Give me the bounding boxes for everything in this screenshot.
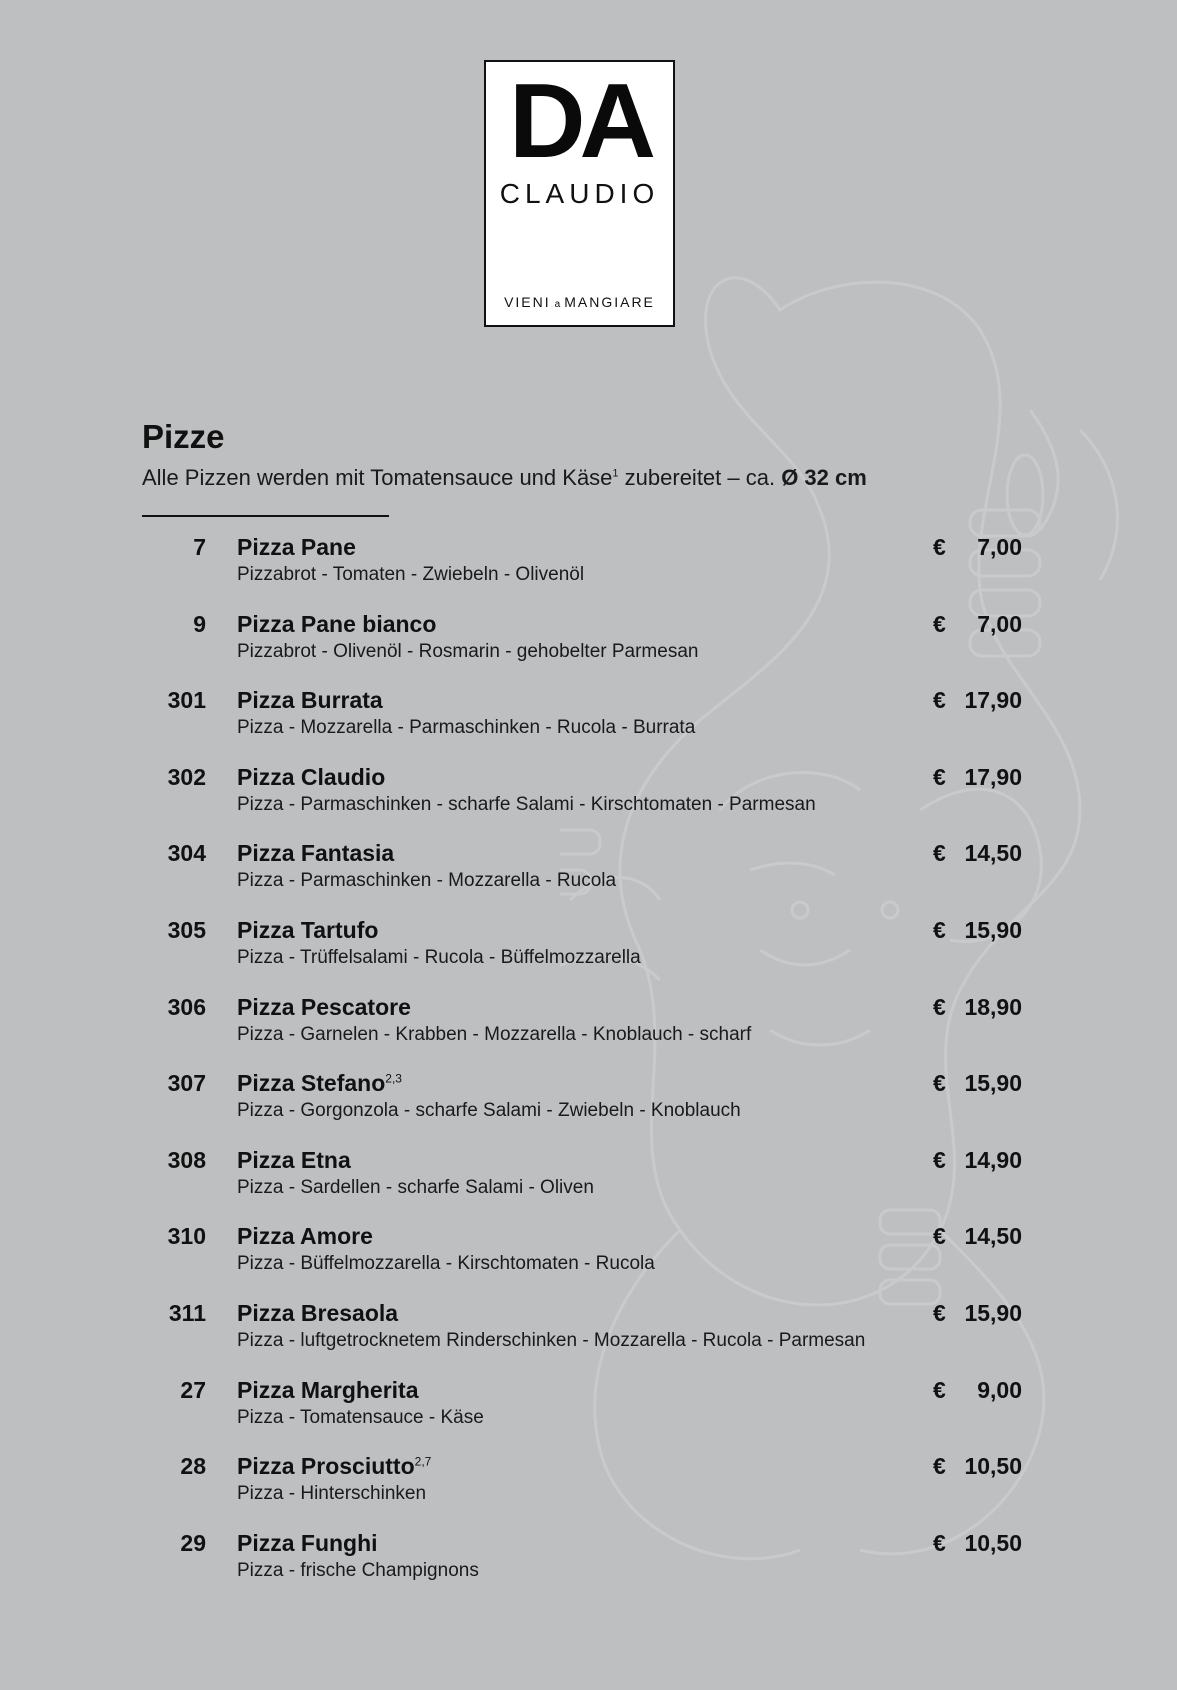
item-name-text: Pizza Amore <box>237 1223 373 1250</box>
item-name <box>237 994 411 1021</box>
item-description: Pizza - Garnelen - Krabben - Mozzarella - Knoblauch - scharf <box>237 1023 752 1045</box>
item-name <box>237 611 436 638</box>
item-price: 18,90 <box>964 993 1022 1020</box>
logo-tagline-right: MANGIARE <box>564 294 655 310</box>
item-description: Pizza - luftgetrocknetem Rinderschinken - Mozzarella - Rucola - Parmesan <box>237 1329 866 1351</box>
currency-symbol: € <box>933 1146 946 1173</box>
logo-subtitle: CLAUDIO <box>499 178 660 209</box>
item-price: 10,50 <box>964 1453 1022 1480</box>
restaurant-logo <box>484 60 675 327</box>
menu-item <box>0 1300 1177 1377</box>
item-number: 306 <box>167 993 206 1020</box>
currency-symbol: € <box>933 993 946 1020</box>
item-description: Pizza - Mozzarella - Parmaschinken - Rucola - Burrata <box>237 717 696 739</box>
item-name <box>237 1070 402 1097</box>
item-name-text: Pizza Pane <box>237 534 356 560</box>
menu-item <box>0 1377 1177 1454</box>
item-name-text: Pizza Pane bianco <box>237 610 437 637</box>
item-number: 27 <box>180 1376 206 1403</box>
item-name-text: Pizza Stefano <box>237 1070 386 1097</box>
currency-symbol: € <box>933 687 946 714</box>
item-price: 17,90 <box>964 763 1022 790</box>
item-description: Pizza - Sardellen - scharfe Salami - Oliven <box>237 1176 594 1198</box>
item-description: Pizza - Parmaschinken - Mozzarella - Rucola <box>237 870 617 892</box>
item-number: 301 <box>167 687 206 714</box>
item-number: 304 <box>167 840 206 867</box>
allergen-footnote: 2,3 <box>385 1071 402 1086</box>
item-name <box>237 1530 378 1557</box>
item-name <box>237 764 385 791</box>
item-name-text: Pizza Prosciutto <box>237 1453 415 1480</box>
item-description: Pizza - Parmaschinken - scharfe Salami - Kirschtomaten - Parmesan <box>237 793 816 815</box>
currency-symbol: € <box>933 763 946 790</box>
logo-title: DA <box>508 62 651 180</box>
currency-symbol: € <box>933 1223 946 1250</box>
allergen-footnote: 2,7 <box>414 1454 432 1469</box>
item-number: 302 <box>167 763 206 790</box>
currency-symbol: € <box>933 1529 946 1556</box>
menu-item <box>0 764 1177 841</box>
item-name-text: Pizza Fantasia <box>237 840 395 867</box>
logo-tagline <box>486 294 673 310</box>
menu-item <box>0 1223 1177 1300</box>
subtitle-text: Alle Pizzen werden mit Tomatensauce und Käse <box>142 465 613 490</box>
item-name-text: Pizza Tartufo <box>237 916 379 943</box>
item-price: 9,00 <box>977 1376 1022 1403</box>
item-description: Pizza - Hinterschinken <box>237 1483 427 1505</box>
item-name <box>237 840 394 867</box>
item-name-text: Pizza Bresaola <box>237 1299 399 1326</box>
item-description: Pizzabrot - Olivenöl - Rosmarin - gehobelter Parmesan <box>237 640 699 662</box>
currency-symbol: € <box>933 1376 946 1403</box>
menu-item <box>0 1147 1177 1224</box>
item-price: 15,90 <box>964 916 1022 943</box>
item-name <box>237 1223 373 1250</box>
item-description: Pizza - Büffelmozzarella - Kirschtomaten - Rucola <box>237 1253 655 1275</box>
subtitle-footnote: 1 <box>612 467 619 480</box>
item-name-text: Pizza Pescatore <box>237 993 411 1020</box>
item-name <box>237 917 378 944</box>
section-subtitle <box>142 465 867 491</box>
item-description: Pizza - Gorgonzola - scharfe Salami - Zwiebeln - Knoblauch <box>237 1100 741 1122</box>
menu-item <box>0 917 1177 994</box>
currency-symbol: € <box>933 1453 946 1480</box>
item-number: 9 <box>193 610 206 637</box>
item-number: 311 <box>168 1299 206 1326</box>
item-number: 308 <box>167 1146 206 1173</box>
item-number: 7 <box>193 534 206 560</box>
item-name <box>237 687 383 714</box>
menu-item <box>0 534 1177 611</box>
item-price: 10,50 <box>964 1529 1022 1556</box>
item-description: Pizzabrot - Tomaten - Zwiebeln - Olivenöl <box>237 564 585 585</box>
currency-symbol: € <box>933 840 946 867</box>
item-name <box>237 1453 431 1480</box>
item-price: 14,90 <box>964 1146 1022 1173</box>
currency-symbol: € <box>933 1070 946 1097</box>
item-price: 15,90 <box>964 1299 1022 1326</box>
currency-symbol: € <box>933 1299 946 1326</box>
item-price: 17,90 <box>964 687 1022 714</box>
section-title: Pizze <box>142 418 225 455</box>
menu-item <box>0 1070 1177 1147</box>
item-name-text: Pizza Margherita <box>237 1376 419 1403</box>
menu-item <box>0 611 1177 688</box>
item-price: 7,00 <box>977 534 1022 560</box>
item-number: 29 <box>180 1529 206 1556</box>
currency-symbol: € <box>933 916 946 943</box>
currency-symbol: € <box>933 534 946 560</box>
item-name-text: Pizza Burrata <box>237 687 383 714</box>
item-name-text: Pizza Funghi <box>237 1529 378 1556</box>
item-name <box>237 534 356 561</box>
item-name-text: Pizza Etna <box>237 1146 351 1173</box>
menu-item <box>0 994 1177 1071</box>
item-name <box>237 1147 351 1174</box>
menu-item <box>0 840 1177 917</box>
item-price: 7,00 <box>977 610 1022 637</box>
item-price: 14,50 <box>964 840 1022 867</box>
menu-item <box>0 1453 1177 1530</box>
logo-tagline-left: VIENI <box>504 294 551 310</box>
item-number: 307 <box>167 1070 206 1097</box>
item-description: Pizza - frische Champignons <box>237 1559 479 1581</box>
item-description: Pizza - Trüffelsalami - Rucola - Büffelmozzarella <box>237 946 641 968</box>
item-name <box>237 1377 419 1404</box>
subtitle-middle: zubereitet – ca. <box>618 465 782 490</box>
pizza-menu-list <box>0 534 1177 1606</box>
item-number: 28 <box>180 1453 206 1480</box>
menu-item <box>0 687 1177 764</box>
menu-item <box>0 1530 1177 1607</box>
pizza-size: Ø 32 cm <box>781 465 867 490</box>
item-name <box>237 1300 398 1327</box>
item-name-text: Pizza Claudio <box>237 763 386 790</box>
section-divider <box>142 515 389 517</box>
item-description: Pizza - Tomatensauce - Käse <box>237 1406 484 1428</box>
logo-tagline-mid: a <box>554 299 561 310</box>
item-number: 310 <box>167 1223 206 1250</box>
item-number: 305 <box>167 916 206 943</box>
item-price: 14,50 <box>964 1223 1022 1250</box>
item-price: 15,90 <box>964 1070 1022 1097</box>
currency-symbol: € <box>933 610 946 637</box>
